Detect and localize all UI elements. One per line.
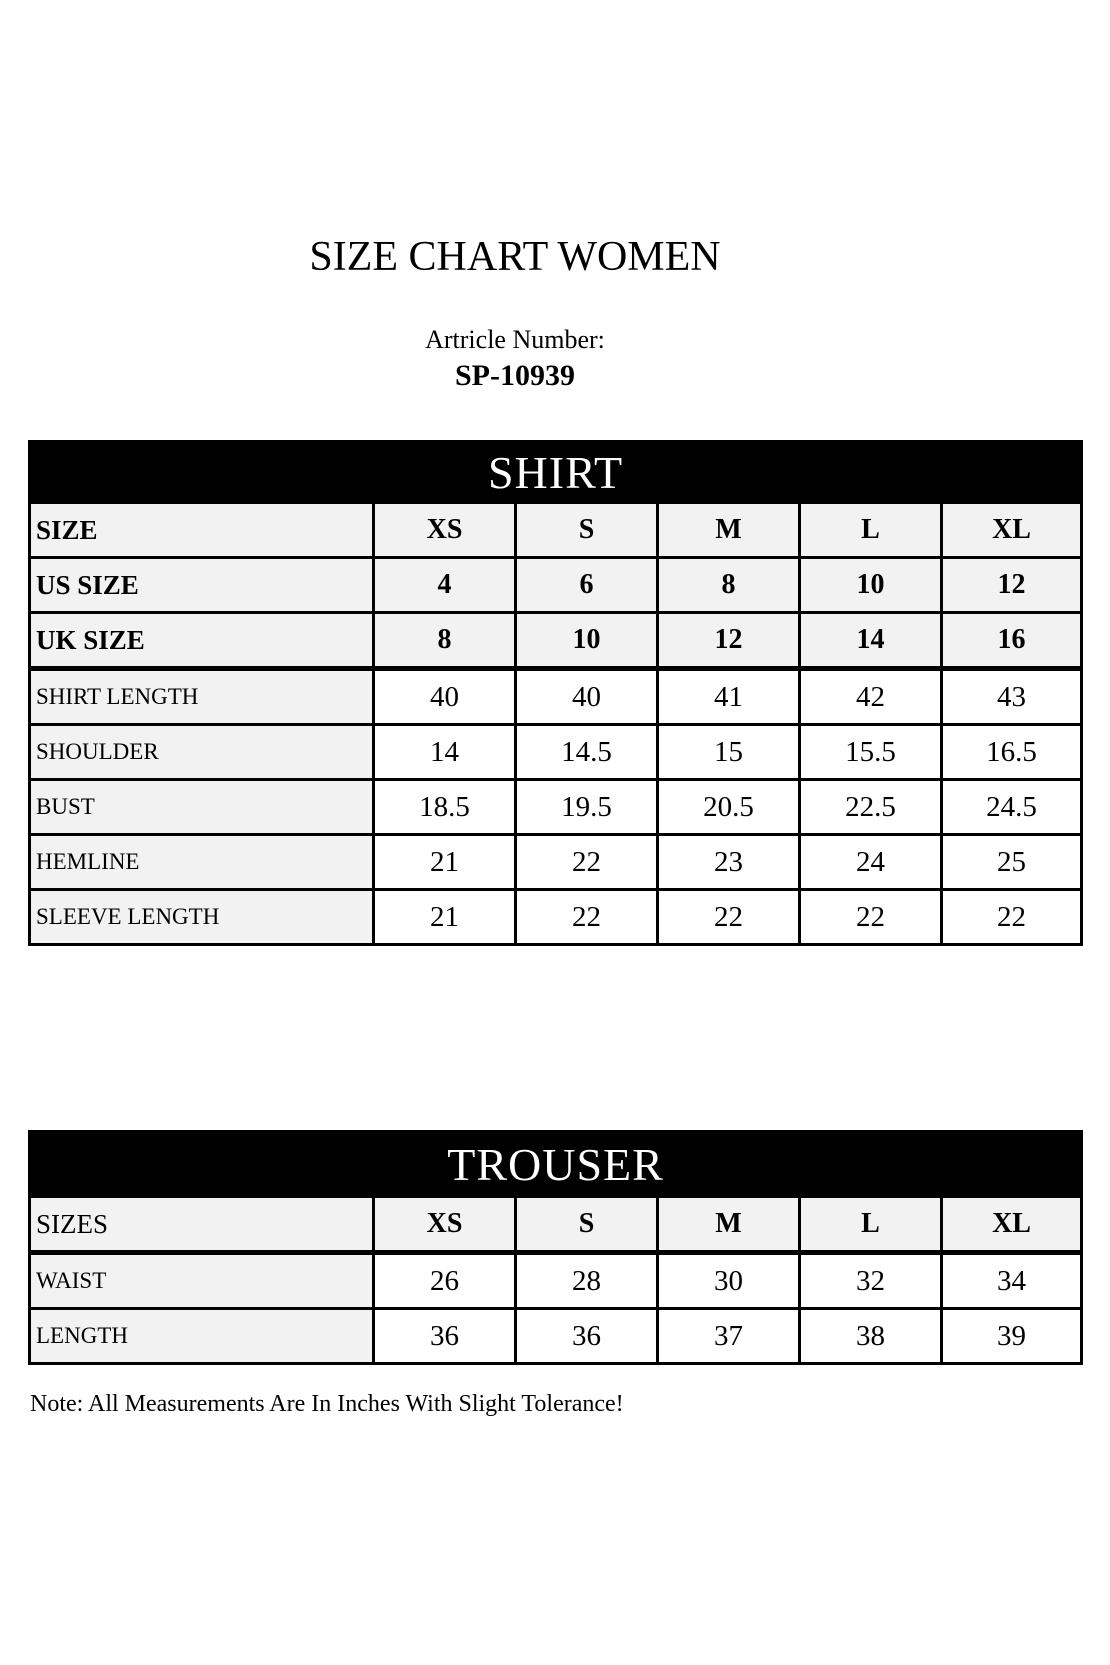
measurement-cell: 24 [800,835,942,890]
row-label: LENGTH [30,1309,374,1364]
trouser-table-title-row [30,1132,1082,1197]
table-row [30,1197,1082,1253]
measurement-cell: 25 [942,835,1082,890]
shirt-size-table [28,440,1083,946]
size-cell: M [658,503,800,558]
measurement-cell: 28 [516,1253,658,1309]
size-cell: 8 [374,613,516,669]
size-cell: XL [942,1197,1082,1253]
measurement-cell: 42 [800,669,942,725]
size-cell: 10 [516,613,658,669]
row-label: SHIRT LENGTH [30,669,374,725]
row-label: US SIZE [30,558,374,613]
size-cell: M [658,1197,800,1253]
size-cell: S [516,1197,658,1253]
table-row [30,503,1082,558]
table-row [30,558,1082,613]
table-row [30,835,1082,890]
row-label: BUST [30,780,374,835]
size-cell: 14 [800,613,942,669]
measurement-cell: 21 [374,835,516,890]
measurement-cell: 15 [658,725,800,780]
measurement-cell: 43 [942,669,1082,725]
size-cell: 8 [658,558,800,613]
table-row [30,669,1082,725]
table-row [30,780,1082,835]
measurement-cell: 26 [374,1253,516,1309]
measurement-cell: 16.5 [942,725,1082,780]
measurement-cell: 21 [374,890,516,945]
trouser-size-table [28,1130,1083,1365]
row-label: HEMLINE [30,835,374,890]
measurement-cell: 30 [658,1253,800,1309]
size-cell: 12 [942,558,1082,613]
measurement-cell: 22 [800,890,942,945]
measurement-cell: 20.5 [658,780,800,835]
article-number-label: Artricle Number: [425,325,605,354]
measurement-cell: 34 [942,1253,1082,1309]
measurement-cell: 36 [516,1309,658,1364]
measurement-cell: 22.5 [800,780,942,835]
measurement-note: Note: All Measurements Are In Inches With Slight Tolerance! [30,1391,624,1417]
row-label: SIZES [30,1197,374,1253]
row-label: SLEEVE LENGTH [30,890,374,945]
row-label: WAIST [30,1253,374,1309]
table-row [30,1253,1082,1309]
size-cell: L [800,503,942,558]
measurement-cell: 39 [942,1309,1082,1364]
size-cell: L [800,1197,942,1253]
size-cell: S [516,503,658,558]
measurement-cell: 22 [942,890,1082,945]
trouser-table-title: TROUSER [30,1132,1082,1197]
size-cell: XS [374,1197,516,1253]
row-label: SHOULDER [30,725,374,780]
measurement-cell: 40 [374,669,516,725]
size-cell: XL [942,503,1082,558]
shirt-table-title: SHIRT [30,442,1082,503]
measurement-cell: 24.5 [942,780,1082,835]
table-row [30,725,1082,780]
measurement-cell: 40 [516,669,658,725]
measurement-cell: 22 [658,890,800,945]
measurement-cell: 22 [516,890,658,945]
measurement-cell: 37 [658,1309,800,1364]
measurement-cell: 14.5 [516,725,658,780]
measurement-cell: 36 [374,1309,516,1364]
size-cell: 16 [942,613,1082,669]
measurement-cell: 19.5 [516,780,658,835]
size-cell: 6 [516,558,658,613]
measurement-cell: 23 [658,835,800,890]
shirt-table-title-row [30,442,1082,503]
table-row [30,890,1082,945]
measurement-cell: 15.5 [800,725,942,780]
measurement-cell: 14 [374,725,516,780]
size-cell: XS [374,503,516,558]
measurement-cell: 38 [800,1309,942,1364]
page-title: SIZE CHART WOMEN [309,234,721,280]
size-cell: 12 [658,613,800,669]
table-row [30,613,1082,669]
article-number-value: SP-10939 [455,359,575,392]
size-cell: 10 [800,558,942,613]
measurement-cell: 32 [800,1253,942,1309]
measurement-cell: 18.5 [374,780,516,835]
table-row [30,1309,1082,1364]
row-label: UK SIZE [30,613,374,669]
size-cell: 4 [374,558,516,613]
measurement-cell: 41 [658,669,800,725]
measurement-cell: 22 [516,835,658,890]
row-label: SIZE [30,503,374,558]
